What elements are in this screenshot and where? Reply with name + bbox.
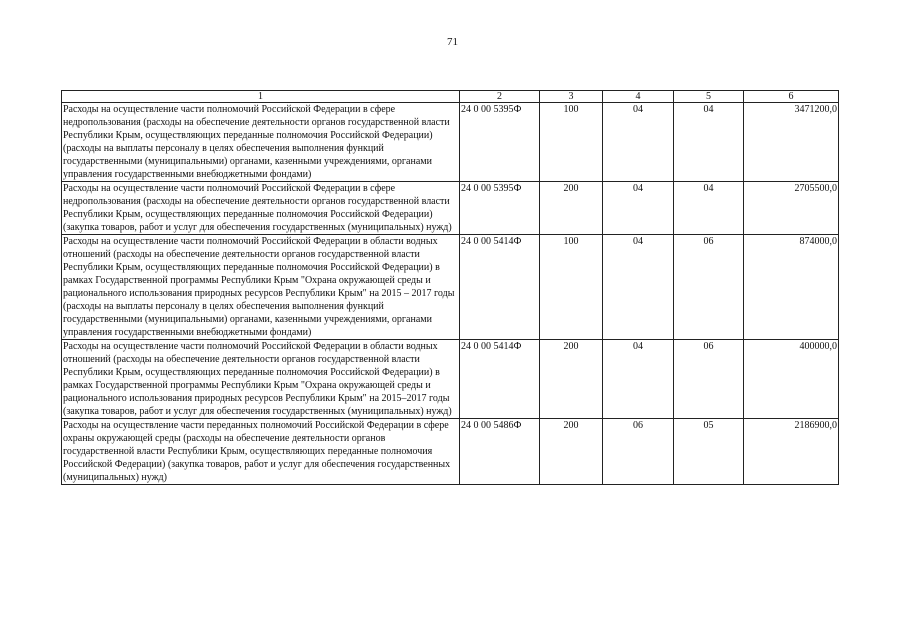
subsection-code: 04 — [674, 103, 744, 182]
section-code: 06 — [603, 419, 674, 485]
expense-type-code: 100 — [540, 235, 603, 340]
table-row — [62, 340, 839, 419]
section-code: 04 — [603, 182, 674, 235]
page-number: 71 — [447, 36, 458, 48]
subsection-code: 06 — [674, 235, 744, 340]
column-header: 5 — [674, 91, 744, 103]
budget-code: 24 0 00 5486Ф — [460, 419, 540, 485]
expense-description: Расходы на осуществление части полномочий Российской Федерации в области водных отношений (расходы на обеспечение деятельности органов государственной власти Республики Крым, осуществляющих переданные полномочия Российской Федерации) в рамках Государственной программы Республики Крым "Охрана окружающей среды и рационального использования природных ресурсов Республики Крым" на 2015 – 2017 годы (расходы на выплаты персоналу в целях обеспечения выполнения функций государственными (муниципальными) органами, казенными учреждениями, органами управления государственными внебюджетными фондами) — [62, 235, 460, 340]
expense-type-code: 200 — [540, 419, 603, 485]
subsection-code: 05 — [674, 419, 744, 485]
column-header: 2 — [460, 91, 540, 103]
expense-description: Расходы на осуществление части переданных полномочий Российской Федерации в сфере охраны окружающей среды (расходы на обеспечение деятельности органов государственной власти Республики Крым, осуществляющих переданные полномочия Российской Федерации) (закупка товаров, работ и услуг для обеспечения государственных (муниципальных) нужд) — [62, 419, 460, 485]
expense-type-code: 200 — [540, 340, 603, 419]
expense-description: Расходы на осуществление части полномочий Российской Федерации в области водных отношений (расходы на обеспечение деятельности органов государственной власти Республики Крым, осуществляющих переданные полномочия Российской Федерации) в рамках Государственной программы Республики Крым "Охрана окружающей среды и рационального использования природных ресурсов Республики Крым" на 2015–2017 годы (закупка товаров, работ и услуг для обеспечения государственных (муниципальных) нужд) — [62, 340, 460, 419]
section-code: 04 — [603, 103, 674, 182]
section-code: 04 — [603, 235, 674, 340]
column-header: 1 — [62, 91, 460, 103]
budget-table — [61, 90, 839, 485]
column-header: 3 — [540, 91, 603, 103]
section-code: 04 — [603, 340, 674, 419]
column-header: 6 — [744, 91, 839, 103]
expense-type-code: 200 — [540, 182, 603, 235]
budget-code: 24 0 00 5414Ф — [460, 235, 540, 340]
amount: 3471200,0 — [744, 103, 839, 182]
expense-description: Расходы на осуществление части полномочий Российской Федерации в сфере недропользования (расходы на обеспечение деятельности органов государственной власти Республики Крым, осуществляющих переданные полномочия Российской Федерации) (расходы на выплаты персоналу в целях обеспечения выполнения функций государственными (муниципальными) органами, казенными учреждениями, органами управления государственными внебюджетными фондами) — [62, 103, 460, 182]
table-header-row — [62, 91, 839, 103]
table-row — [62, 103, 839, 182]
amount: 2186900,0 — [744, 419, 839, 485]
expense-type-code: 100 — [540, 103, 603, 182]
budget-code: 24 0 00 5395Ф — [460, 182, 540, 235]
budget-code: 24 0 00 5395Ф — [460, 103, 540, 182]
expense-description: Расходы на осуществление части полномочий Российской Федерации в сфере недропользования (расходы на обеспечение деятельности органов государственной власти Республики Крым, осуществляющих переданные полномочия Российской Федерации) (закупка товаров, работ и услуг для обеспечения государственных (муниципальных) нужд) — [62, 182, 460, 235]
table-row — [62, 419, 839, 485]
amount: 400000,0 — [744, 340, 839, 419]
subsection-code: 04 — [674, 182, 744, 235]
budget-code: 24 0 00 5414Ф — [460, 340, 540, 419]
table-row — [62, 182, 839, 235]
table-row — [62, 235, 839, 340]
column-header: 4 — [603, 91, 674, 103]
amount: 874000,0 — [744, 235, 839, 340]
subsection-code: 06 — [674, 340, 744, 419]
amount: 2705500,0 — [744, 182, 839, 235]
